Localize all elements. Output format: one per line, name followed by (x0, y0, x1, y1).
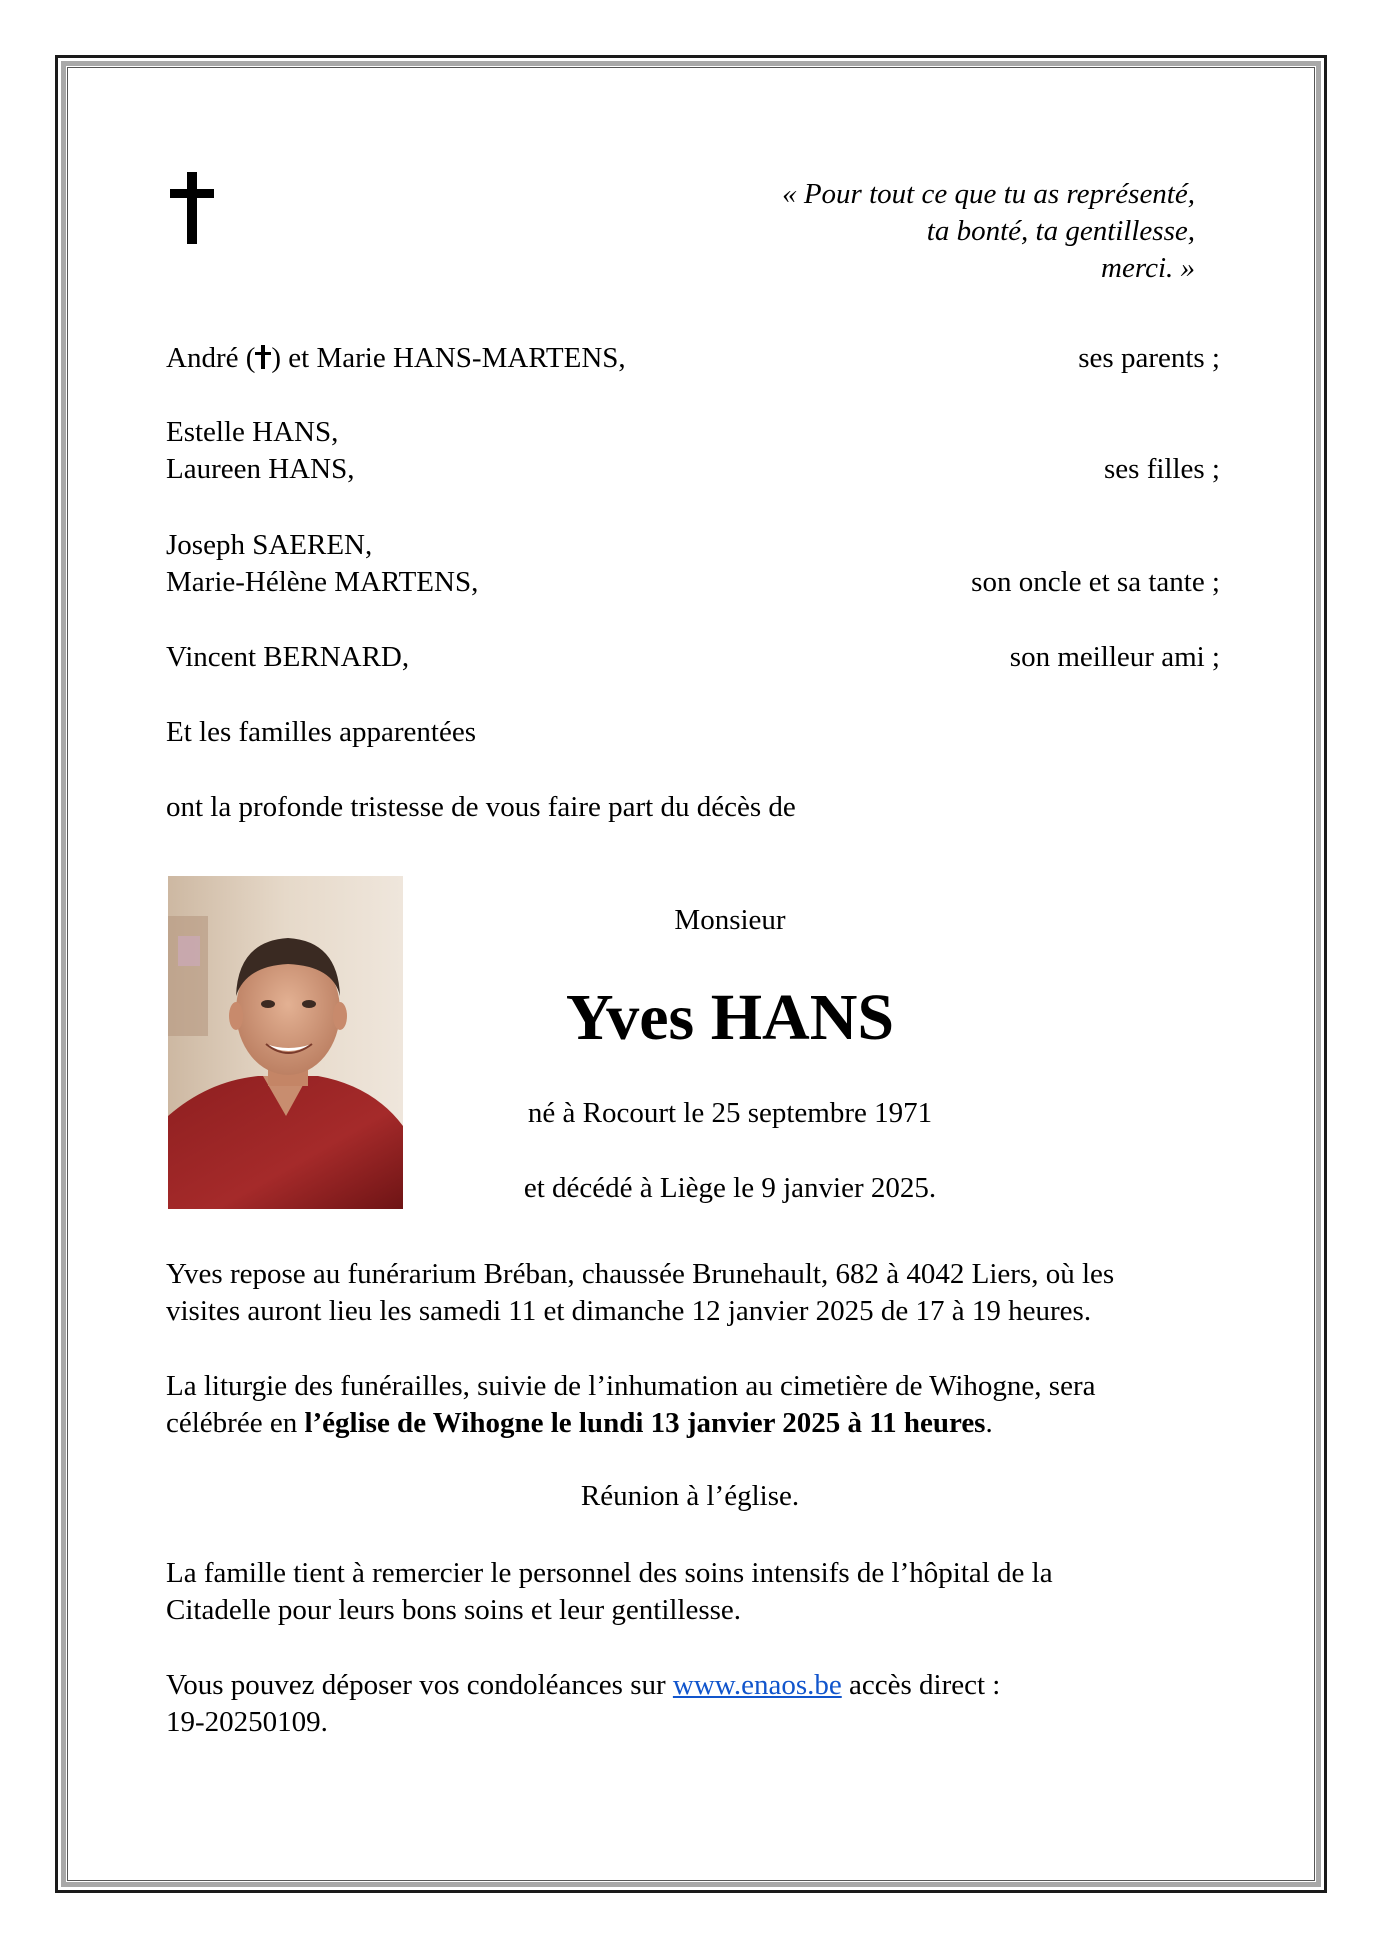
thanks-line-2: Citadelle pour leurs bons soins et leur gentillesse. (166, 1594, 742, 1626)
birth-info: né à Rocourt le 25 septembre 1971 (527, 1097, 933, 1129)
daughter-2: Laureen HANS, (166, 453, 355, 485)
small-cross-icon (255, 345, 271, 369)
quote-line-1: « Pour tout ce que tu as représenté, (782, 178, 1195, 210)
daughter-1: Estelle HANS, (166, 416, 339, 448)
ceremony-details: l’église de Wihogne le lundi 13 janvier 2025 à 11 heures (304, 1407, 986, 1439)
best-friend: Vincent BERNARD, (166, 641, 410, 673)
parents-names: André ( ) et Marie HANS-MARTENS, (166, 342, 626, 374)
best-friend-role: son meilleur ami ; (1009, 641, 1220, 673)
access-code: 19-20250109. (166, 1706, 328, 1738)
death-info: et décédé à Liège le 9 janvier 2025. (523, 1172, 937, 1204)
liturgy-line-1: La liturgie des funérailles, suivie de l’inhumation au cimetière de Wihogne, sera (166, 1370, 1096, 1402)
visits-paragraph (166, 1256, 1216, 1330)
quote-line-3: merci. » (1101, 252, 1195, 284)
parents-role: ses parents ; (1078, 342, 1220, 374)
deceased-photo (168, 876, 403, 1209)
salutation: Monsieur (674, 904, 786, 936)
relative-1: Joseph SAEREN, (166, 529, 373, 561)
quote-line-2: ta bonté, ta gentillesse, (926, 215, 1195, 247)
daughters-role: ses filles ; (1104, 453, 1220, 485)
liturgy-line-2: célébrée en l’église de Wihogne le lundi 13 janvier 2025 à 11 heures. (166, 1407, 993, 1439)
reunion-note: Réunion à l’église. (580, 1480, 800, 1512)
liturgy-paragraph (166, 1368, 1216, 1442)
announcement-line: ont la profonde tristesse de vous faire part du décès de (166, 791, 796, 823)
relative-2: Marie-Hélène MARTENS, (166, 566, 479, 598)
thanks-line-1: La famille tient à remercier le personnel des soins intensifs de l’hôpital de la (166, 1557, 1053, 1589)
visits-line-2: visites auront lieu les samedi 11 et dimanche 12 janvier 2025 de 17 à 19 heures. (166, 1295, 1092, 1327)
related-families: Et les familles apparentées (166, 716, 477, 748)
thanks-paragraph (166, 1555, 1216, 1629)
visits-line-1: Yves repose au funérarium Bréban, chaussée Brunehault, 682 à 4042 Liers, où les (166, 1258, 1115, 1290)
condolences-line-1: Vous pouvez déposer vos condoléances sur www.enaos.be accès direct : (166, 1669, 1001, 1701)
cross-icon (170, 172, 214, 244)
condolences-paragraph (166, 1667, 1216, 1741)
relatives-role: son oncle et sa tante ; (971, 566, 1220, 598)
deceased-name: Yves HANS (565, 981, 895, 1054)
condolences-link[interactable]: www.enaos.be (672, 1669, 842, 1701)
epitaph-quote (635, 176, 1195, 287)
